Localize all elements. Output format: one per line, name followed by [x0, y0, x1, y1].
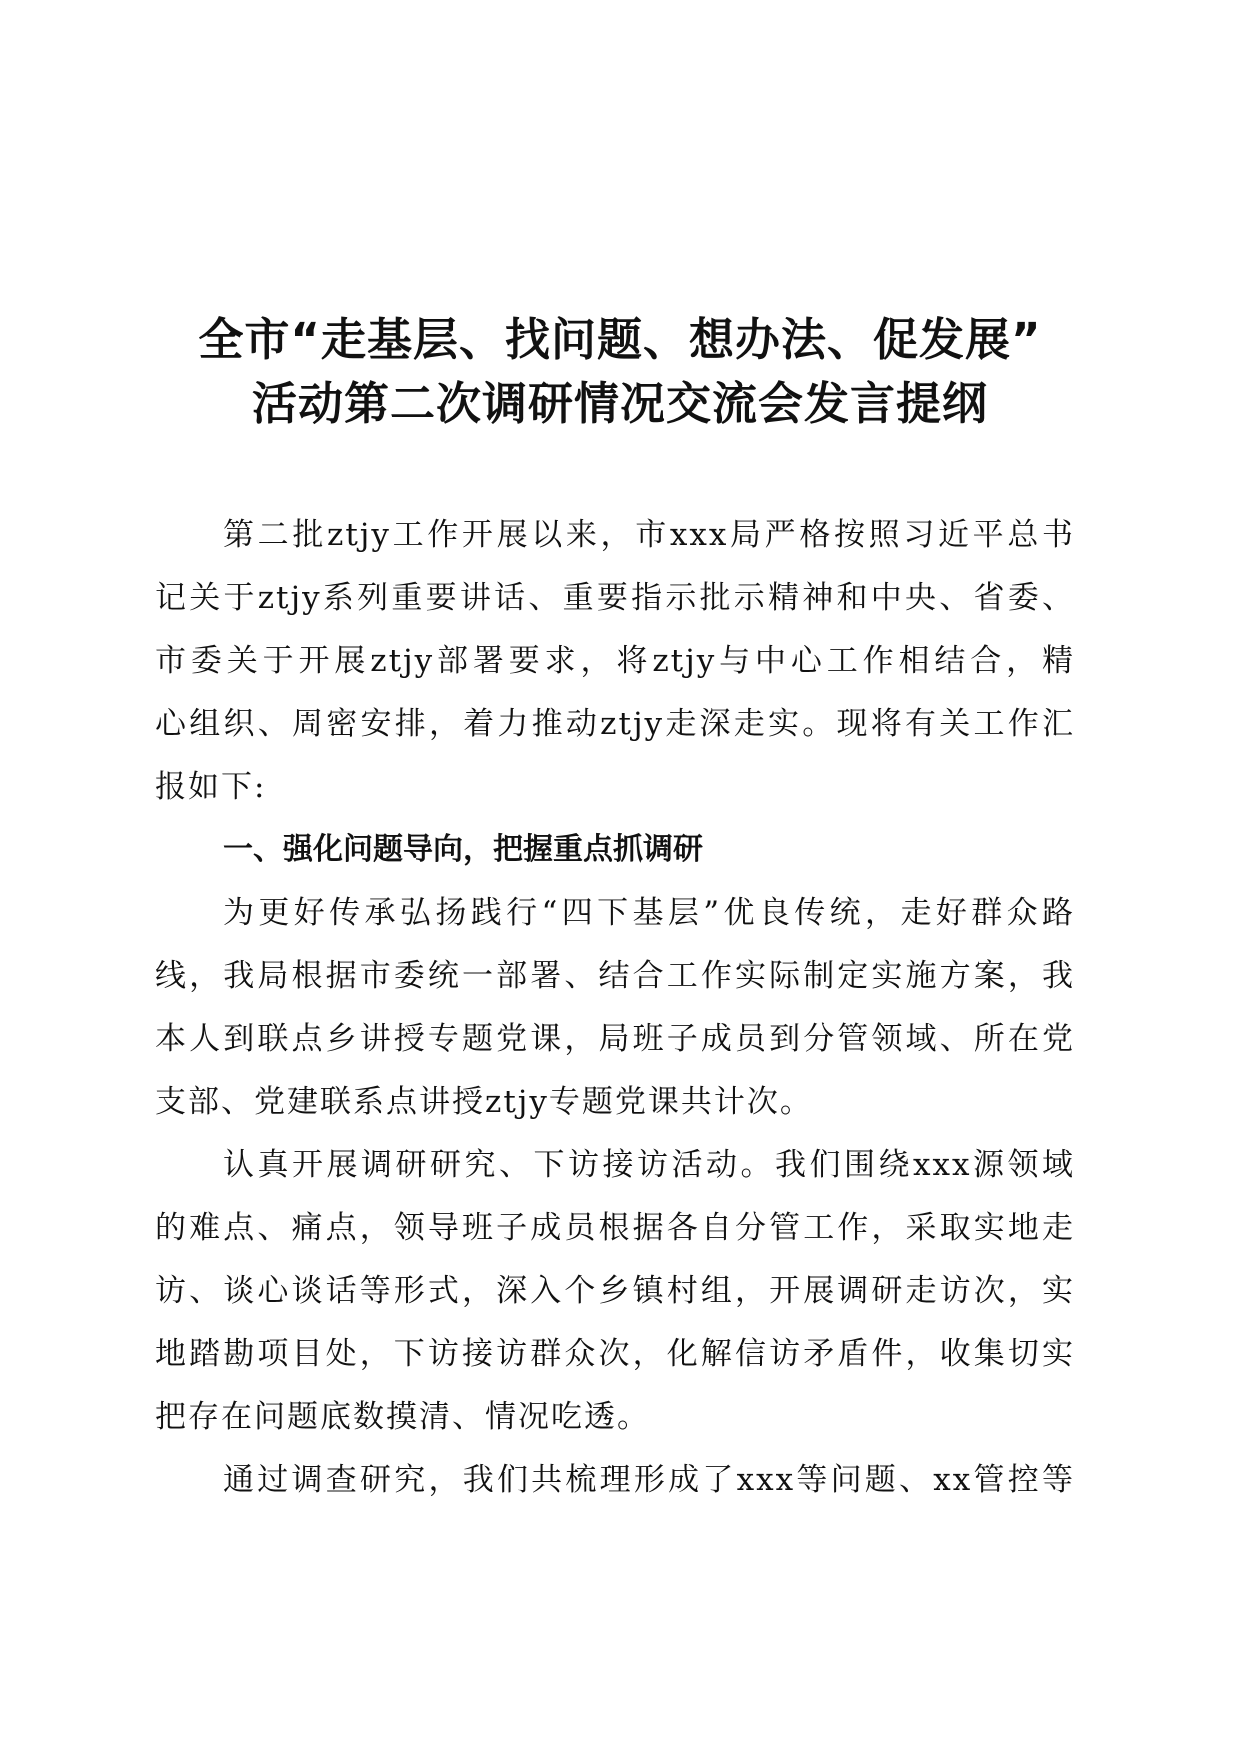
paragraph-1-line-1: 第二批ztjy工作开展以来，市xxx局严格按照习近平总书: [223, 517, 1075, 553]
paragraph-2-line-1: 为更好传承弘扬践行“四下基层”优良传统，走好群众路: [223, 895, 1075, 931]
paragraph-1-line-2: 记关于ztjy系列重要讲话、重要指示批示精神和中央、省委、: [155, 580, 1075, 616]
paragraph-1-line-5: 报如下:: [155, 769, 267, 805]
paragraph-3-line-3: 访、谈心谈话等形式，深入个乡镇村组，开展调研走访次，实: [155, 1273, 1075, 1309]
paragraph-1-line-4: 心组织、周密安排，着力推动ztjy走深走实。现将有关工作汇: [155, 706, 1075, 742]
paragraph-2-line-3: 本人到联点乡讲授专题党课，局班子成员到分管领域、所在党: [155, 1021, 1075, 1057]
document-title-line-1: 全市“走基层、找问题、想办法、促发展”: [198, 313, 1042, 366]
paragraph-3-line-2: 的难点、痛点，领导班子成员根据各自分管工作，采取实地走: [155, 1210, 1075, 1246]
paragraph-4-line-1: 通过调查研究，我们共梳理形成了xxx等问题、xx管控等: [223, 1462, 1075, 1498]
document-title-line-2: 活动第二次调研情况交流会发言提纲: [251, 377, 988, 430]
section-1-heading: 一、强化问题导向，把握重点抓调研: [223, 832, 703, 867]
paragraph-3-line-4: 地踏勘项目处，下访接访群众次，化解信访矛盾件，收集切实: [155, 1336, 1075, 1372]
paragraph-3-line-5: 把存在问题底数摸清、情况吃透。: [155, 1399, 650, 1435]
paragraph-2-line-4: 支部、党建联系点讲授ztjy专题党课共计次。: [155, 1084, 813, 1120]
paragraph-3-line-1: 认真开展调研研究、下访接访活动。我们围绕xxx源领域: [223, 1147, 1075, 1183]
paragraph-1-line-3: 市委关于开展ztjy部署要求，将ztjy与中心工作相结合，精: [155, 643, 1075, 679]
paragraph-2-line-2: 线，我局根据市委统一部署、结合工作实际制定实施方案，我: [155, 958, 1075, 994]
